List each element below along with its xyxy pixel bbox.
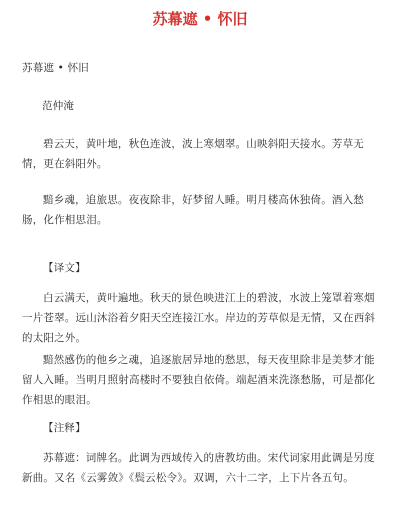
poem-author: 范仲淹 xyxy=(42,100,75,112)
poem-verse-2: 黯乡魂，追旅思。夜夜除非，好梦留人睡。明月楼高休独倚。酒入愁肠，化作相思泪。 xyxy=(22,194,364,226)
translation-paragraph-2: 黯然感伤的他乡之魂，追逐旅居异地的愁思，每天夜里除非是美梦才能留人入睡。当明月照射高楼时不要独自依倚。端起酒来洗涤愁肠，可是都化作相思的眼泪。 xyxy=(22,354,376,406)
notes-heading: 【注释】 xyxy=(43,422,86,434)
document-title: 苏幕遮 • 怀旧 xyxy=(152,10,248,28)
poem-subtitle: 苏幕遮 • 怀旧 xyxy=(22,62,89,74)
translation-heading: 【译文】 xyxy=(43,262,86,274)
notes-paragraph-1: 苏幕遮：词牌名。此调为西域传入的唐教坊曲。宋代词家用此调是另度新曲。又名《云雾敛》《鬓云松令》。双调，六十二字，上下片各五句。 xyxy=(22,452,375,484)
translation-paragraph-1: 白云满天，黄叶遍地。秋天的景色映进江上的碧波，水波上笼罩着寒烟一片苍翠。远山沐浴着夕阳天空连接江水。岸边的芳草似是无情，又在西斜的太阳之外。 xyxy=(22,292,376,344)
poem-verse-1: 碧云天，黄叶地，秋色连波，波上寒烟翠。山映斜阳天接水。芳草无情，更在斜阳外。 xyxy=(22,138,364,170)
